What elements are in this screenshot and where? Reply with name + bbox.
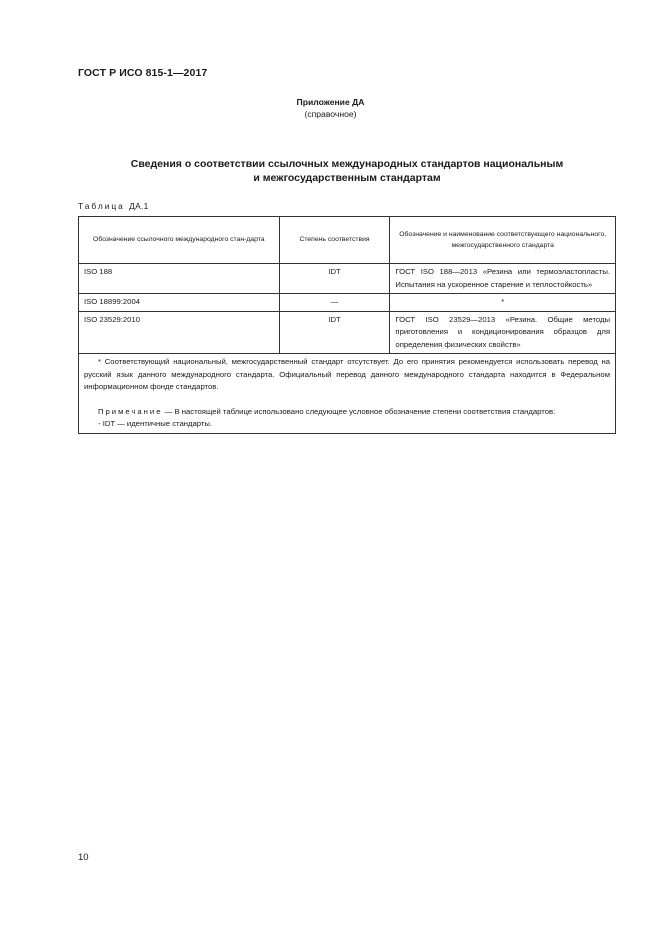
cell-national: ГОСТ ISO 23529—2013 «Резина. Общие методы приготовления и кондиционирования образцов для определения физических свойств» [390, 311, 616, 354]
table-note [84, 406, 610, 419]
table-caption-word: Таблица [78, 201, 125, 211]
table-row [79, 311, 616, 354]
table-caption-number: ДА.1 [129, 201, 149, 211]
cell-degree: IDT [279, 264, 390, 294]
table-caption [78, 201, 149, 211]
appendix-subtitle: (справочное) [304, 109, 357, 119]
document-code: ГОСТ Р ИСО 815-1—2017 [78, 67, 208, 79]
table-footer [79, 354, 616, 434]
table-footer-row [79, 354, 616, 434]
section-title [78, 157, 616, 185]
appendix-heading [0, 96, 661, 120]
page-number: 10 [78, 852, 89, 863]
section-title-line-1: Сведения о соответствии ссылочных международных стандартов национальным [130, 158, 564, 170]
header-degree: Степень соответствия [279, 217, 390, 264]
cell-degree: IDT [279, 311, 390, 354]
section-title-line-2: и межгосударственным стандартам [253, 172, 441, 184]
table-footnote: * Соответствующий национальный, межгосударственный стандарт отсутствует. До его принятия рекомендуется использовать перевод на русский язык данного международного стандарта. Официальный перевод данного международного стандарта находится в Федеральном информационном фонде стандартов. [84, 357, 610, 391]
table-row [79, 264, 616, 294]
header-national-standard: Обозначение и наименование соответствующего национального, межгосударственного стандарта [390, 217, 616, 264]
table-header-row [79, 217, 616, 264]
standards-table [78, 216, 616, 434]
note-text: — В настоящей таблице использовано следующее условное обозначение степени соответствия стандартов: [164, 406, 556, 416]
header-reference-standard: Обозначение ссылочного международного стан-дарта [79, 217, 280, 264]
note-label: Примечание [98, 406, 163, 416]
table-row [79, 294, 616, 312]
appendix-title: Приложение ДА [296, 97, 365, 107]
cell-reference: ISO 23529:2010 [79, 311, 280, 354]
cell-national: * [390, 294, 616, 312]
cell-reference: ISO 18899:2004 [79, 294, 280, 312]
note-item: - IDT — идентичные стандарты. [98, 419, 213, 428]
cell-national: ГОСТ ISO 188—2013 «Резина или термоэластопласты. Испытания на ускоренное старение и теплостойкость» [390, 264, 616, 294]
cell-degree: — [279, 294, 390, 312]
cell-reference: ISO 188 [79, 264, 280, 294]
